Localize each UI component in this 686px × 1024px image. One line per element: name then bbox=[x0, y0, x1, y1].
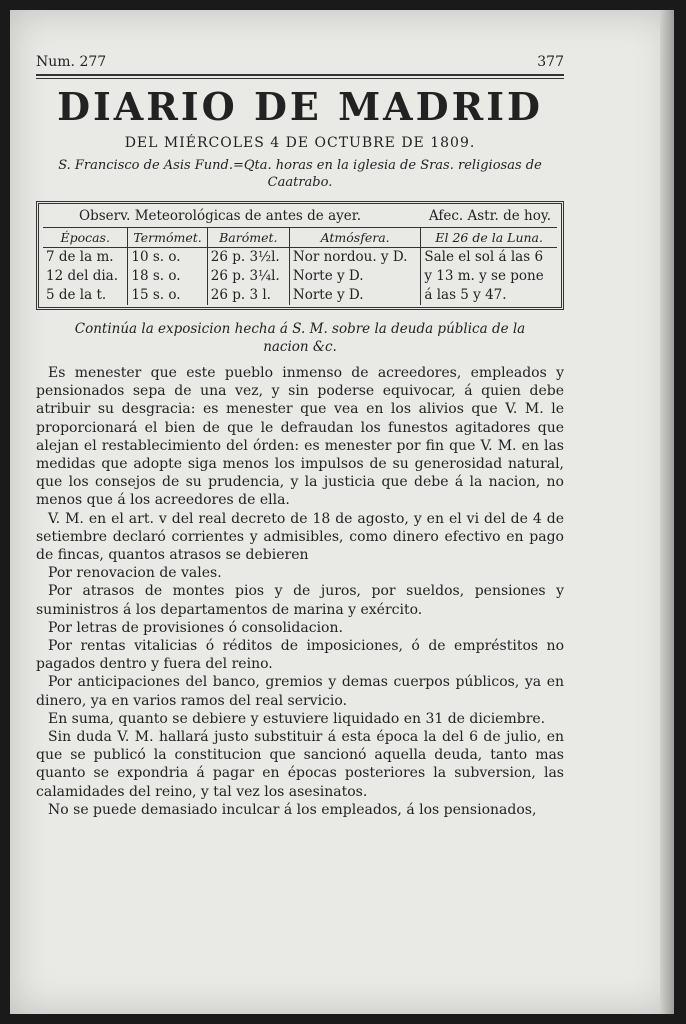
meteorological-box bbox=[36, 201, 564, 310]
meteo-table bbox=[43, 227, 557, 305]
meteo-header-row bbox=[43, 228, 557, 248]
page-content bbox=[36, 50, 564, 819]
cell-epoca: 5 de la t. bbox=[46, 287, 107, 303]
cell-termometro: 10 s. o. bbox=[128, 248, 207, 268]
col-epocas: Épocas. bbox=[43, 228, 128, 248]
issue-date: DEL MIÉRCOLES 4 DE OCTUBRE DE 1809. bbox=[124, 135, 476, 151]
col-atmosfera: Atmósfera. bbox=[289, 228, 420, 248]
table-row bbox=[43, 267, 557, 286]
paragraph: Es menester que este pueblo inmenso de acreedores, empleados y pensionados sepa de una vez, y sin poderse equivocar, á quien debe atribuir su desgracia: es menester que vea en los alivios que V. M. le proporcionará el bien de que le defraudan los funestos agitadores que alejan el restablecimiento del órden: es menester por fin que V. M. en las medidas que adopte siga menos los impulsos de su generosidad natural, que los consejos de su prudencia, y la justicia que debe á la nacion, no menos que á los acreedores de ella. bbox=[36, 365, 564, 509]
header-rule bbox=[36, 74, 564, 76]
col-termometro: Termómet. bbox=[128, 228, 207, 248]
top-line bbox=[36, 50, 564, 70]
meteo-heading-left: Observ. Meteorológicas de antes de ayer. bbox=[79, 208, 362, 224]
table-row bbox=[43, 286, 557, 305]
issue-number: Num. 277 bbox=[36, 54, 107, 70]
article-body bbox=[36, 364, 564, 819]
meteo-heading-right: Afec. Astr. de hoy. bbox=[428, 208, 551, 224]
paragraph: Por rentas vitalicias ó réditos de imposiciones, ó de empréstitos no pagados dentro y fuera del reino. bbox=[36, 638, 564, 673]
meteo-heading bbox=[43, 206, 557, 227]
page-number: 377 bbox=[537, 54, 564, 70]
article-subheading: Continúa la exposicion hecha á S. M. sobre la deuda pública de la nacion &c. bbox=[74, 321, 526, 355]
table-row bbox=[43, 248, 557, 268]
masthead-title: DIARIO DE MADRID bbox=[57, 84, 543, 129]
cell-astro: y 13 m. y se pone bbox=[421, 267, 557, 286]
paragraph: Por letras de provisiones ó consolidacion. bbox=[48, 619, 343, 636]
page-edge bbox=[660, 10, 674, 1014]
paragraph: Por atrasos de montes pios y de juros, por sueldos, pensiones y suministros á los departamentos de marina y exército. bbox=[36, 583, 564, 618]
cell-barometro: 26 p. 3½l. bbox=[207, 248, 289, 268]
cell-epoca: 12 del dia. bbox=[46, 268, 119, 284]
paragraph: En suma, quanto se debiere y estuviere liquidado en 31 de diciembre. bbox=[48, 710, 546, 727]
header-rule-thin bbox=[36, 78, 564, 79]
paragraph: Por anticipaciones del banco, gremios y demas cuerpos públicos, ya en dinero, ya en varios ramos del real servicio. bbox=[36, 674, 564, 709]
paragraph: V. M. en el art. v del real decreto de 18 de agosto, y en el vi del de 4 de setiembre declaró corrientes y admisibles, como dinero efectivo en pago de fincas, quantos atrasos se debieren bbox=[36, 510, 564, 564]
cell-termometro: 15 s. o. bbox=[128, 286, 207, 305]
paragraph: Sin duda V. M. hallará justo substituir á esta época la del 6 de julio, en que se publicó la constitucion que sancionó aquella deuda, tanto mas quanto se expondria á pagar en épocas posteriores la subversion, las calamidades del reino, y tal vez los asesinatos. bbox=[36, 729, 564, 800]
cell-astro: á las 5 y 47. bbox=[421, 286, 557, 305]
cell-epoca: 7 de la m. bbox=[46, 249, 114, 265]
col-luna: El 26 de la Luna. bbox=[421, 228, 557, 248]
paragraph: Por renovacion de vales. bbox=[48, 565, 222, 582]
cell-barometro: 26 p. 3 l. bbox=[207, 286, 289, 305]
col-barometro: Barómet. bbox=[207, 228, 289, 248]
cell-atmosfera: Norte y D. bbox=[289, 286, 420, 305]
saint-of-day: S. Francisco de Asis Fund.=Qta. horas en la iglesia de Sras. religiosas de Caatrabo. bbox=[58, 158, 542, 190]
newspaper-page bbox=[10, 10, 674, 1014]
cell-atmosfera: Norte y D. bbox=[289, 267, 420, 286]
cell-atmosfera: Nor nordou. y D. bbox=[289, 248, 420, 268]
paragraph: No se puede demasiado inculcar á los empleados, á los pensionados, bbox=[48, 801, 537, 818]
cell-astro: Sale el sol á las 6 bbox=[421, 248, 557, 268]
cell-termometro: 18 s. o. bbox=[128, 267, 207, 286]
cell-barometro: 26 p. 3¼l. bbox=[207, 267, 289, 286]
